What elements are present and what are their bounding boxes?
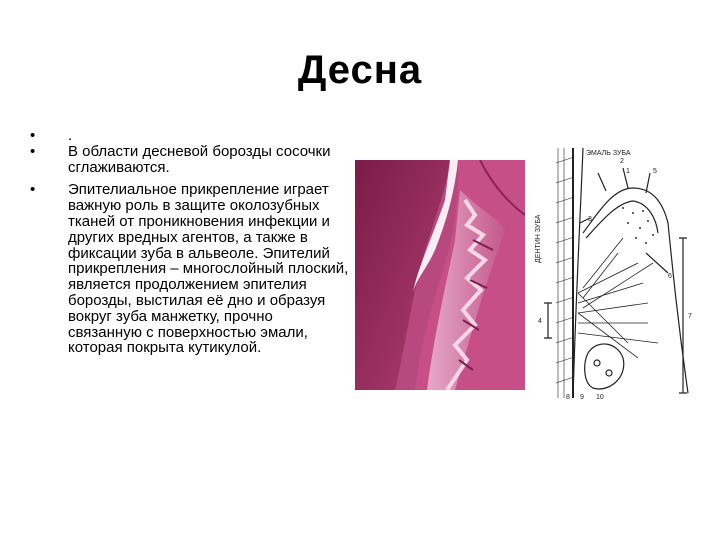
bullet-item xyxy=(30,128,350,144)
slide-title-text: Десна xyxy=(297,48,423,92)
bullet-list xyxy=(30,128,350,364)
fig-num-9: 9 xyxy=(580,394,584,401)
fig-num-3: 3 xyxy=(588,216,592,223)
histology-photo xyxy=(355,160,525,390)
fig-num-8: 8 xyxy=(566,394,570,401)
fig-num-10: 10 xyxy=(596,394,604,401)
fig-num-5: 5 xyxy=(653,168,657,175)
slide-title xyxy=(0,48,720,93)
dentin-label: ДЕНТИН ЗУБА xyxy=(535,214,542,263)
bullet-text: . xyxy=(68,127,73,144)
fig-num-1: 1 xyxy=(626,168,630,175)
bullet-text: В области десневой борозды сосочки сглаживаются. xyxy=(68,142,331,176)
gingiva-diagram xyxy=(528,143,718,403)
bullet-item xyxy=(30,182,350,356)
fig-num-2: 2 xyxy=(620,158,624,165)
bullet-marker: • xyxy=(30,181,36,199)
fig-num-7: 7 xyxy=(688,313,692,320)
bullet-item xyxy=(30,144,350,176)
fig-num-6: 6 xyxy=(668,273,672,280)
enamel-label: ЭМАЛЬ ЗУБА xyxy=(586,150,631,157)
bullet-marker: • xyxy=(30,127,36,144)
fig-num-4: 4 xyxy=(538,318,542,325)
bullet-marker: • xyxy=(30,142,36,160)
bullet-text: Эпителиальное прикрепление играет важную роль в защите околозубных тканей от проникновения инфекции и других вредных агентов, а также в фиксации зуба в альвеоле. Эпителий прикрепления – многослойный плоский, является продолжением эпителия борозды, выстилая её дно и образуя вокруг зуба манжетку, прочно связанную с поверхностью эмали, которая покрыта кутикулой. xyxy=(68,181,349,357)
